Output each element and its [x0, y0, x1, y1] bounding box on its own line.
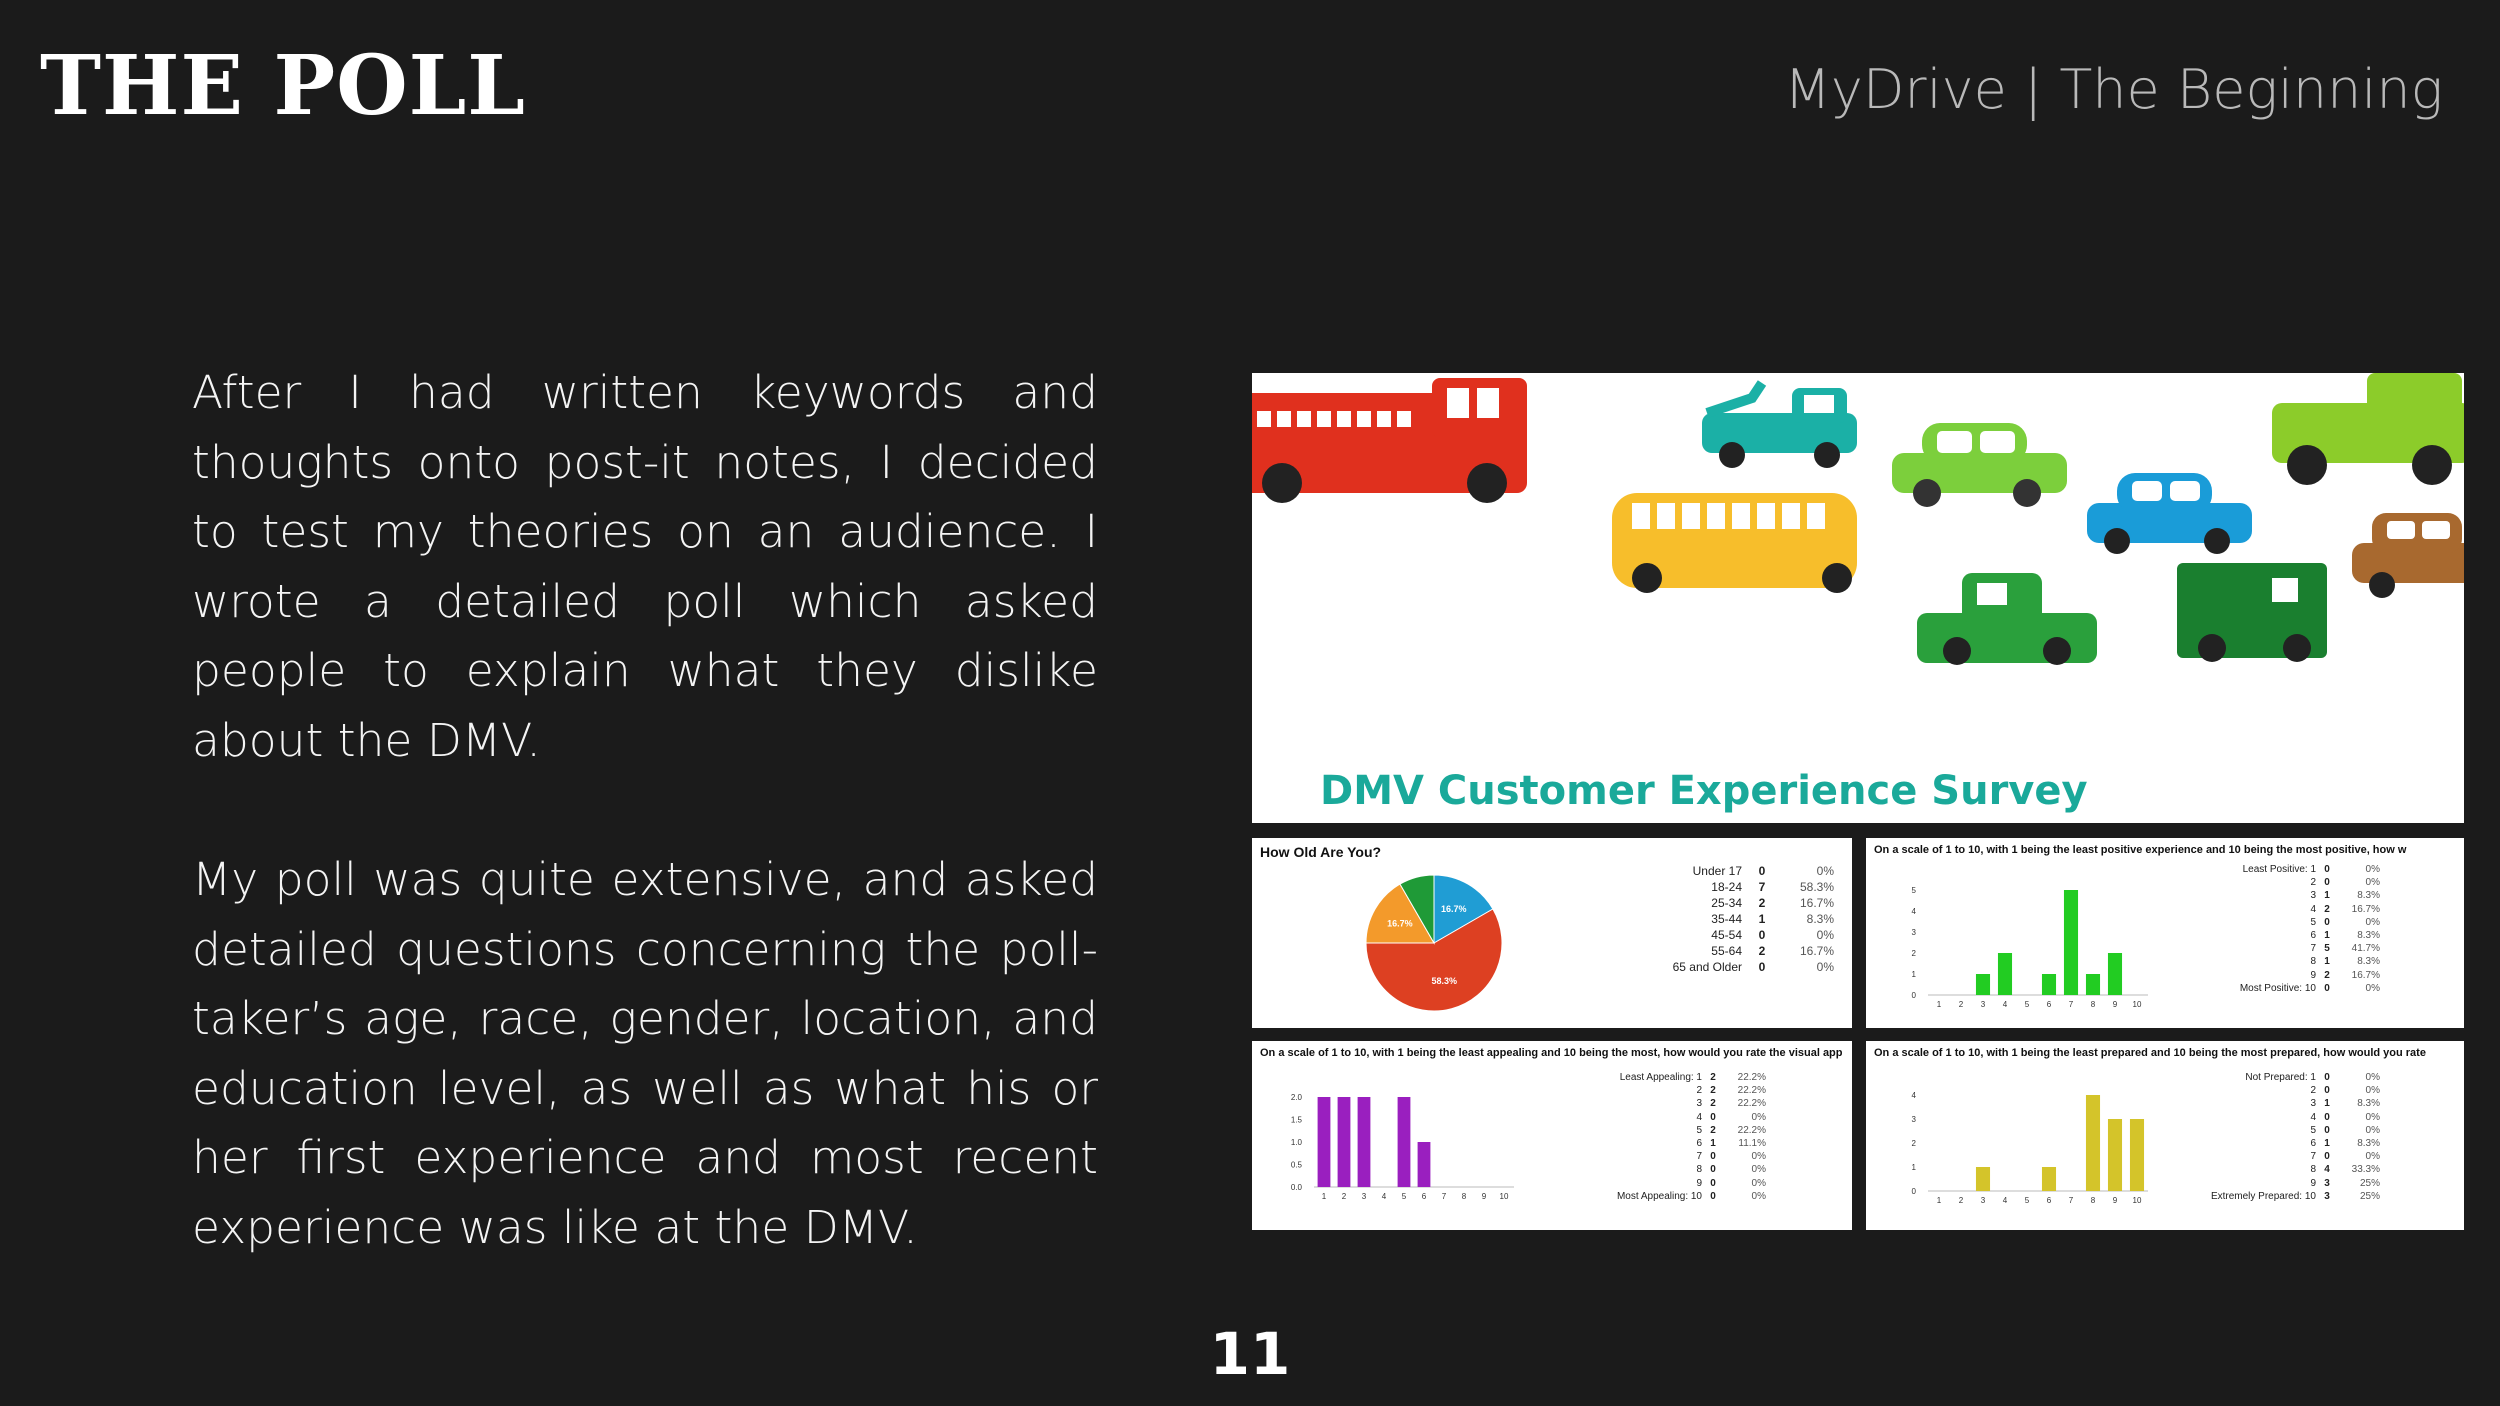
row-count: 2 — [1710, 1072, 1716, 1084]
age-table-row — [1652, 911, 1834, 927]
row-label: 8 — [2310, 1164, 2316, 1176]
row-count: 0 — [2324, 1151, 2330, 1163]
row-count: 2 — [1710, 1085, 1716, 1097]
survey-banner — [1252, 373, 2464, 823]
bar-6 — [1418, 1142, 1431, 1187]
row-label: 7 — [2310, 943, 2316, 955]
x-tick-label: 1 — [1936, 1196, 1942, 1205]
row-count: 0 — [2324, 916, 2330, 928]
score-table-row — [1582, 1097, 1766, 1110]
row-label: 2 — [2310, 1085, 2316, 1097]
row-count: 1 — [2324, 890, 2330, 902]
row-label: 3 — [2310, 1098, 2316, 1110]
row-count: 1 — [2324, 930, 2330, 942]
row-count: 0 — [2324, 1072, 2330, 1084]
row-percent: 0% — [2365, 982, 2380, 994]
row-label: 2 — [2310, 877, 2316, 889]
paragraph-2: My poll was quite extensive, and asked detailed questions concerning the poll-taker’s age, race, gender, location, and education level, as well as what his or her first experience and most recent experience was like at the DMV. — [192, 853, 1098, 1254]
x-tick-label: 8 — [2090, 1196, 2096, 1205]
y-tick-label: 0.5 — [1290, 1160, 1302, 1170]
row-percent: 0% — [1751, 1190, 1766, 1202]
row-label: 6 — [2310, 930, 2316, 942]
score-table-row — [1582, 1190, 1766, 1203]
y-tick-label: 2 — [1911, 949, 1916, 958]
row-percent: 8.3% — [2357, 1098, 2380, 1110]
row-percent: 0% — [1816, 928, 1834, 942]
row-count: 3 — [2324, 1190, 2330, 1202]
survey-banner-title: DMV Customer Experience Survey — [1320, 768, 2088, 814]
y-tick-label: 0 — [1911, 1187, 1916, 1196]
row-count: 2 — [1758, 896, 1766, 910]
score-table-row — [2196, 916, 2380, 929]
row-percent: 11.1% — [1738, 1138, 1766, 1150]
score-table-row — [2196, 1111, 2380, 1124]
y-tick-label: 1.0 — [1290, 1138, 1302, 1147]
age-table-row — [1652, 895, 1834, 911]
score-table-row — [2196, 863, 2380, 876]
row-label: 3 — [1696, 1098, 1702, 1110]
row-count: 5 — [2324, 943, 2330, 955]
positive-experience-panel — [1866, 838, 2464, 1028]
row-percent: 0% — [1751, 1111, 1766, 1123]
row-percent: 0% — [1751, 1177, 1766, 1189]
visual-appeal-panel — [1252, 1041, 1852, 1230]
score-table-row — [1582, 1137, 1766, 1150]
bar-10 — [2130, 1119, 2144, 1191]
delivery-truck-icon — [2177, 563, 2327, 662]
score-table-row — [2196, 929, 2380, 942]
row-label: 5 — [1696, 1124, 1702, 1136]
bar-4 — [1998, 953, 2012, 995]
x-tick-label: 2 — [1341, 1192, 1347, 1201]
vehicle-illustrations — [1252, 373, 2464, 823]
row-label: 65 and Older — [1672, 960, 1742, 974]
row-count: 0 — [1758, 928, 1766, 942]
row-label: 25-34 — [1711, 896, 1742, 910]
row-count: 0 — [1710, 1190, 1716, 1202]
car-icon — [2087, 473, 2252, 554]
row-label: 3 — [2310, 890, 2316, 902]
row-percent: 58.3% — [1799, 880, 1834, 894]
x-tick-label: 10 — [1499, 1192, 1509, 1201]
score-table-row — [1582, 1071, 1766, 1084]
row-percent: 0% — [2365, 1111, 2380, 1123]
row-count: 0 — [2324, 864, 2330, 876]
row-percent: 8.3% — [2357, 956, 2380, 968]
body-text — [192, 358, 1098, 1262]
appeal-table — [1582, 1071, 1766, 1203]
prepared-chart-title: On a scale of 1 to 10, with 1 being the least prepared and 10 being the most prepared, how would you rate — [1874, 1047, 2426, 1059]
row-label: 2 — [1696, 1085, 1702, 1097]
score-table-row — [2196, 1137, 2380, 1150]
row-label: Not Prepared: 1 — [2245, 1072, 2316, 1084]
age-table — [1652, 863, 1834, 975]
page-title: THE POLL — [40, 38, 526, 134]
y-tick-label: 0.0 — [1290, 1183, 1302, 1192]
score-table-row — [2196, 1163, 2380, 1176]
appeal-chart-title: On a scale of 1 to 10, with 1 being the least appealing and 10 being the most, how would you rate the visual app — [1260, 1047, 1843, 1059]
row-label: 6 — [2310, 1138, 2316, 1150]
score-table-row — [2196, 1071, 2380, 1084]
age-table-row — [1652, 927, 1834, 943]
row-percent: 0% — [1751, 1151, 1766, 1163]
row-count: 0 — [2324, 982, 2330, 994]
row-count: 1 — [2324, 956, 2330, 968]
row-percent: 33.3% — [2351, 1164, 2380, 1176]
row-percent: 16.7% — [1799, 896, 1834, 910]
y-tick-label: 0 — [1911, 991, 1916, 1000]
row-count: 2 — [1758, 944, 1766, 958]
row-label: 18-24 — [1711, 880, 1742, 894]
row-label: 5 — [2310, 916, 2316, 928]
tow-truck-icon — [1702, 383, 1857, 468]
y-tick-label: 2 — [1911, 1139, 1916, 1148]
row-count: 2 — [1710, 1124, 1716, 1136]
school-bus-icon — [1612, 493, 1857, 593]
fire-truck-icon — [1252, 378, 1527, 503]
x-tick-label: 4 — [1381, 1192, 1387, 1201]
row-label: 8 — [2310, 956, 2316, 968]
row-label: 9 — [1696, 1177, 1702, 1189]
row-percent: 0% — [2365, 864, 2380, 876]
score-table-row — [2196, 876, 2380, 889]
x-tick-label: 9 — [1481, 1192, 1487, 1201]
row-count: 1 — [1758, 912, 1766, 926]
row-count: 1 — [2324, 1098, 2330, 1110]
score-table-row — [1582, 1124, 1766, 1137]
age-pie-panel — [1252, 838, 1852, 1028]
x-tick-label: 7 — [1441, 1192, 1447, 1201]
age-table-row — [1652, 959, 1834, 975]
row-label: Least Appealing: 1 — [1619, 1072, 1702, 1084]
pie-slice-label: 16.7% — [1440, 903, 1467, 914]
age-chart-title: How Old Are You? — [1260, 844, 1382, 860]
row-label: Under 17 — [1692, 864, 1742, 878]
paragraph-1: After I had written keywords and thoughts onto post-it notes, I decided to test my theories on an audience. I wrote a detailed poll which asked people to explain what they dislike about the DMV. — [192, 366, 1098, 767]
bar-6 — [2042, 1167, 2056, 1191]
score-table-row — [2196, 1097, 2380, 1110]
row-label: 7 — [2310, 1151, 2316, 1163]
row-label: 7 — [1696, 1151, 1702, 1163]
row-percent: 0% — [2365, 1151, 2380, 1163]
survey-collage-image — [1252, 373, 2464, 1230]
row-percent: 8.3% — [2357, 1138, 2380, 1150]
bar-8 — [2086, 974, 2100, 995]
y-tick-label: 1.5 — [1290, 1115, 1302, 1125]
row-percent: 0% — [2365, 877, 2380, 889]
y-tick-label: 1 — [1911, 1163, 1916, 1172]
score-table-row — [2196, 942, 2380, 955]
x-tick-label: 6 — [1421, 1192, 1427, 1201]
row-label: 55-64 — [1711, 944, 1742, 958]
prepared-table — [2196, 1071, 2380, 1203]
row-percent: 16.7% — [1799, 944, 1834, 958]
score-table-row — [1582, 1150, 1766, 1163]
row-count: 0 — [1710, 1164, 1716, 1176]
y-tick-label: 3 — [1911, 928, 1916, 937]
row-percent: 16.7% — [2351, 903, 2380, 915]
row-count: 0 — [1758, 864, 1766, 878]
page-number: 11 — [1209, 1320, 1291, 1388]
row-percent: 0% — [2365, 1072, 2380, 1084]
score-table-row — [1582, 1111, 1766, 1124]
row-label: Most Positive: 10 — [2239, 982, 2316, 994]
x-tick-label: 2 — [1958, 1196, 1964, 1205]
pickup-truck-icon — [1917, 573, 2097, 665]
bar-8 — [2086, 1095, 2100, 1191]
score-table-row — [2196, 889, 2380, 902]
pie-slice-label: 16.7% — [1387, 918, 1413, 929]
score-table-row — [1582, 1163, 1766, 1176]
bar-2 — [1338, 1097, 1351, 1187]
row-count: 0 — [1758, 960, 1766, 974]
x-tick-label: 8 — [1461, 1192, 1467, 1201]
row-count: 7 — [1758, 880, 1766, 894]
bar-5 — [1398, 1097, 1411, 1187]
row-count: 0 — [2324, 877, 2330, 889]
row-label: 35-44 — [1711, 912, 1742, 926]
row-count: 0 — [1710, 1177, 1716, 1189]
row-count: 0 — [1710, 1151, 1716, 1163]
dump-truck-icon — [2272, 373, 2464, 485]
x-tick-label: 9 — [2112, 1000, 2118, 1009]
x-tick-label: 7 — [2068, 1000, 2074, 1009]
age-table-row — [1652, 863, 1834, 879]
row-label: 4 — [2310, 903, 2316, 915]
row-count: 0 — [2324, 1111, 2330, 1123]
bar-3 — [1976, 1167, 1990, 1191]
score-table-row — [2196, 969, 2380, 982]
row-label: Most Appealing: 10 — [1616, 1190, 1702, 1202]
row-percent: 0% — [1816, 864, 1834, 878]
row-percent: 0% — [2365, 1124, 2380, 1136]
row-label: Least Positive: 1 — [2242, 864, 2316, 876]
row-label: 4 — [2310, 1111, 2316, 1123]
y-tick-label: 4 — [1911, 1091, 1916, 1100]
row-label: 45-54 — [1711, 928, 1742, 942]
bar-1 — [1318, 1097, 1331, 1187]
row-count: 0 — [2324, 1124, 2330, 1136]
age-table-row — [1652, 943, 1834, 959]
row-count: 3 — [2324, 1177, 2330, 1189]
row-percent: 16.7% — [2351, 969, 2380, 981]
row-percent: 22.2% — [1737, 1098, 1766, 1110]
score-table-row — [2196, 955, 2380, 968]
row-label: 8 — [1696, 1164, 1702, 1176]
x-tick-label: 10 — [2132, 1196, 2142, 1205]
x-tick-label: 3 — [1980, 1196, 1986, 1205]
row-percent: 0% — [2365, 916, 2380, 928]
positive-table — [2196, 863, 2380, 995]
row-percent: 25% — [2359, 1177, 2380, 1189]
row-percent: 22.2% — [1737, 1072, 1766, 1084]
deck-subtitle: MyDrive | The Beginning — [1784, 58, 2443, 121]
row-percent: 0% — [2365, 1085, 2380, 1097]
row-count: 2 — [2324, 969, 2330, 981]
x-tick-label: 6 — [2046, 1000, 2052, 1009]
y-tick-label: 1 — [1911, 970, 1916, 979]
x-tick-label: 4 — [2002, 1000, 2008, 1009]
row-count: 2 — [2324, 903, 2330, 915]
row-percent: 0% — [1751, 1164, 1766, 1176]
x-tick-label: 8 — [2090, 1000, 2096, 1009]
row-percent: 22.2% — [1737, 1085, 1766, 1097]
row-percent: 8.3% — [1806, 912, 1834, 926]
score-table-row — [2196, 1084, 2380, 1097]
row-count: 1 — [1710, 1138, 1716, 1150]
x-tick-label: 3 — [1980, 1000, 1986, 1009]
x-tick-label: 7 — [2068, 1196, 2074, 1205]
x-tick-label: 1 — [1321, 1192, 1327, 1201]
bar-9 — [2108, 953, 2122, 995]
score-table-row — [2196, 1150, 2380, 1163]
row-percent: 25% — [2359, 1190, 2380, 1202]
score-table-row — [1582, 1084, 1766, 1097]
row-label: 5 — [2310, 1124, 2316, 1136]
row-percent: 22.2% — [1737, 1124, 1766, 1136]
car-icon — [1892, 423, 2067, 507]
y-tick-label: 4 — [1911, 907, 1916, 916]
row-count: 2 — [1710, 1098, 1716, 1110]
score-table-row — [2196, 1177, 2380, 1190]
row-count: 0 — [2324, 1085, 2330, 1097]
x-tick-label: 4 — [2002, 1196, 2008, 1205]
y-tick-label: 2.0 — [1290, 1093, 1302, 1102]
bar-3 — [1358, 1097, 1371, 1187]
x-tick-label: 9 — [2112, 1196, 2118, 1205]
score-table-row — [2196, 1190, 2380, 1203]
score-table-row — [2196, 982, 2380, 995]
y-tick-label: 3 — [1911, 1115, 1916, 1124]
row-percent: 8.3% — [2357, 930, 2380, 942]
row-count: 1 — [2324, 1138, 2330, 1150]
row-percent: 41.7% — [2351, 943, 2380, 955]
y-tick-label: 5 — [1911, 886, 1916, 895]
bar-3 — [1976, 974, 1990, 995]
x-tick-label: 5 — [2024, 1000, 2030, 1009]
car-icon — [2352, 513, 2464, 598]
x-tick-label: 5 — [2024, 1196, 2030, 1205]
row-label: 6 — [1696, 1138, 1702, 1150]
x-tick-label: 1 — [1936, 1000, 1942, 1009]
row-label: 9 — [2310, 969, 2316, 981]
row-label: 9 — [2310, 1177, 2316, 1189]
preparedness-panel — [1866, 1041, 2464, 1230]
pie-slice-label: 58.3% — [1431, 976, 1457, 987]
bar-6 — [2042, 974, 2056, 995]
x-tick-label: 6 — [2046, 1196, 2052, 1205]
row-count: 0 — [1710, 1111, 1716, 1123]
age-table-row — [1652, 879, 1834, 895]
score-table-row — [2196, 1124, 2380, 1137]
x-tick-label: 3 — [1361, 1192, 1367, 1201]
row-label: 4 — [1696, 1111, 1702, 1123]
row-percent: 8.3% — [2357, 890, 2380, 902]
row-label: Extremely Prepared: 10 — [2210, 1190, 2316, 1202]
x-tick-label: 2 — [1958, 1000, 1964, 1009]
x-tick-label: 10 — [2132, 1000, 2142, 1009]
bar-9 — [2108, 1119, 2122, 1191]
x-tick-label: 5 — [1401, 1192, 1407, 1201]
score-table-row — [1582, 1177, 1766, 1190]
positive-chart-title: On a scale of 1 to 10, with 1 being the least positive experience and 10 being the most positive, how w — [1874, 844, 2407, 856]
row-percent: 0% — [1816, 960, 1834, 974]
score-table-row — [2196, 903, 2380, 916]
bar-7 — [2064, 890, 2078, 995]
row-count: 4 — [2324, 1164, 2330, 1176]
